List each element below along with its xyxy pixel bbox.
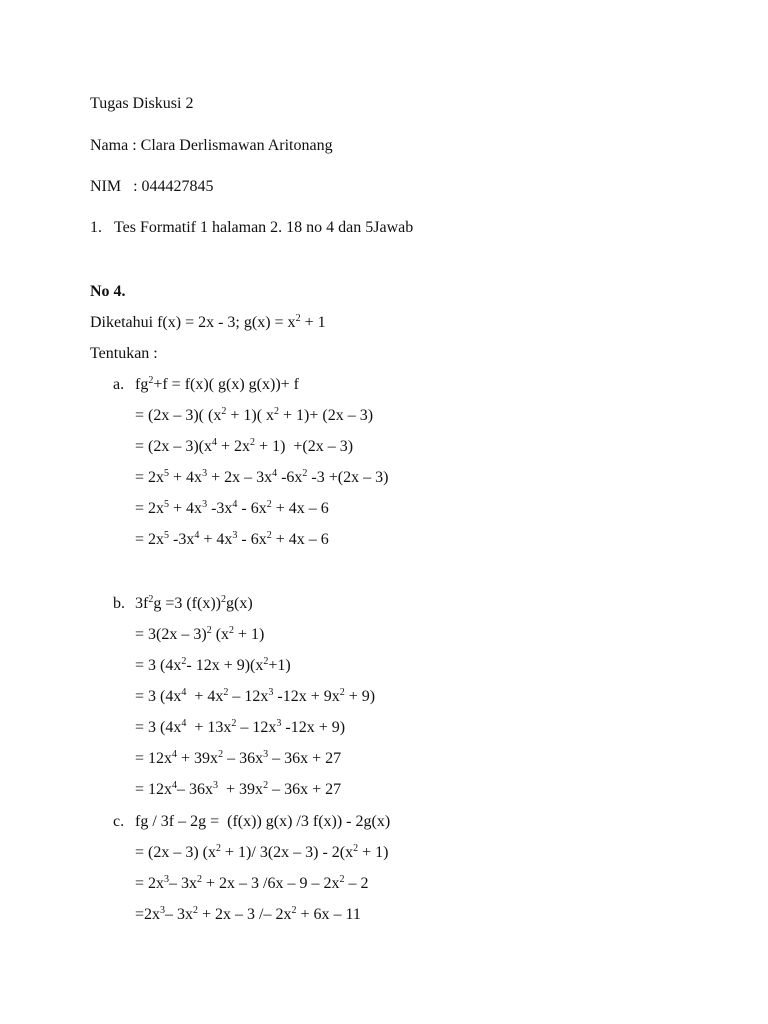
part-a-line (135, 437, 353, 457)
formula-text: + 9) (344, 688, 376, 705)
formula-text: + 4x (169, 469, 203, 486)
formula-text: – 36x (177, 781, 214, 798)
formula-text: -12x + 9) (281, 719, 346, 736)
exponent: 2 (291, 905, 297, 916)
exponent: 3 (263, 749, 269, 760)
formula-text: (x (211, 626, 230, 643)
formula-text: + 1)+ (2x – 3) (279, 407, 374, 424)
formula-text: = 12x (135, 781, 173, 798)
formula-text: – 3x (165, 906, 194, 923)
formula-text: – 36x (223, 750, 264, 767)
exponent: 4 (181, 718, 187, 729)
part-b-line (135, 687, 375, 707)
part-b-line (135, 749, 341, 769)
exponent: 2 (266, 530, 272, 541)
formula-text: g(x) (226, 595, 253, 612)
formula-text: + 13x (186, 719, 232, 736)
formula-text: + 2x – 3x (207, 469, 273, 486)
exponent: 2 (274, 406, 280, 417)
student-nim (90, 177, 214, 197)
formula-text: = (2x – 3) (x (135, 844, 217, 861)
problem-given: Diketahui f(x) = 2x - 3; $g(x) = x^2 + 1$ (90, 313, 326, 331)
exponent: 2 (148, 375, 154, 386)
document-title: Tugas Diskusi 2 (90, 95, 194, 112)
exponent: 2 (221, 594, 226, 605)
formula-text: + 6x – 11 (296, 906, 361, 923)
exponent: 5 (164, 468, 170, 479)
part-c-line (135, 843, 388, 863)
exponent: 4 (194, 530, 200, 541)
formula-text: +1) (268, 657, 291, 674)
formula-text: - 6x (237, 531, 267, 548)
formula-text: – 3x (169, 875, 198, 892)
formula-text: g =3 (f(x)) (153, 595, 221, 612)
part-a-line (135, 375, 299, 395)
formula-text: + 2x – 3 /– 2x (198, 906, 292, 923)
exponent: 3 (202, 499, 208, 510)
exponent: 2 (193, 905, 199, 916)
formula-text: – 12x (228, 688, 269, 705)
exponent: 2 (339, 874, 345, 885)
exponent: 4 (232, 499, 238, 510)
formula-text: - 6x (237, 500, 267, 517)
part-a-line (135, 468, 388, 488)
part-b-line (135, 625, 264, 645)
formula-text: = 3 (4x (135, 719, 182, 736)
formula-text: -3x (169, 531, 195, 548)
formula-text: fg / 3f – 2g = (f(x)) g(x) /3 f(x)) - 2g(x) (135, 813, 391, 830)
exponent: 5 (164, 499, 170, 510)
formula-text: – 36x + 27 (268, 781, 342, 798)
formula-text: – 36x + 27 (268, 750, 342, 767)
exponent: 2 (263, 656, 269, 667)
exponent: 2 (223, 687, 229, 698)
formula-text: + 2x – 3 /6x – 9 – 2x (202, 875, 340, 892)
formula-text: + 4x (169, 500, 203, 517)
formula-text: = 3(2x – 3) (135, 626, 207, 643)
formula-text: + 4x – 6 (271, 531, 329, 548)
formula-text: – 12x (236, 719, 277, 736)
formula-text: + 1)/ 3(2x – 3) - 2(x (221, 844, 354, 861)
task-number: 1. (90, 219, 102, 236)
student-name: Nama : Clara Derlismawan Aritonang (90, 137, 333, 154)
formula-text: -6x (277, 469, 303, 486)
exponent: 3 (202, 468, 208, 479)
exponent: 2 (197, 874, 203, 885)
formula-text: -3x (207, 500, 233, 517)
problem-instruction: Tentukan : (90, 345, 158, 362)
part-c-line (135, 905, 361, 925)
part-b-line (135, 718, 345, 738)
formula-text: =2x (135, 906, 161, 923)
part-b-line (135, 780, 341, 800)
exponent: 2 (221, 406, 227, 417)
exponent: 2 (302, 468, 308, 479)
part-a-label: a. (113, 376, 125, 393)
exponent: 2 (216, 843, 222, 854)
exponent: 2 (181, 656, 187, 667)
part-b-label: b. (113, 595, 125, 612)
formula-text: + 4x (186, 688, 224, 705)
exponent: 2 (229, 625, 235, 636)
exponent: 4 (272, 468, 278, 479)
exponent: 3 (160, 905, 166, 916)
part-a-line (135, 530, 329, 550)
part-c-line (135, 812, 390, 832)
exponent: 2 (218, 749, 224, 760)
exponent: 2 (148, 594, 154, 605)
exponent: 2 (250, 437, 256, 448)
exponent: 4 (212, 437, 218, 448)
formula-text: = 2x (135, 531, 165, 548)
exponent: 3 (164, 874, 170, 885)
formula-text: – 2 (344, 875, 369, 892)
part-c-label: c. (113, 813, 125, 830)
exponent: 3 (232, 530, 238, 541)
formula-text: = 2x (135, 875, 165, 892)
part-a-line (135, 406, 373, 426)
formula-text: = 2x (135, 469, 165, 486)
formula-text: + 39x (218, 781, 264, 798)
formula-text: +f = f(x)( g(x) g(x))+ f (153, 376, 300, 393)
nim-label: NIM (90, 178, 122, 195)
part-a-line (135, 499, 329, 519)
task-text: Tes Formatif 1 halaman 2. 18 no 4 dan 5Jawab (114, 219, 414, 236)
formula-text: + 2x (217, 438, 251, 455)
formula-text: + 4x (199, 531, 233, 548)
task-item (90, 218, 413, 238)
formula-text: -12x + 9x (273, 688, 340, 705)
formula-text: = (2x – 3)( (x (135, 407, 222, 424)
formula-text: + 4x – 6 (271, 500, 329, 517)
formula-text: = 12x (135, 750, 173, 767)
exponent: 2 (266, 499, 272, 510)
formula-text: - 12x + 9)(x (186, 657, 264, 674)
exponent: 4 (181, 687, 187, 698)
formula-text: + 1) (234, 626, 265, 643)
exponent: 2 (263, 780, 269, 791)
formula-text: = (2x – 3)(x (135, 438, 213, 455)
formula-text: + 39x (177, 750, 219, 767)
formula-text: + 1)( x (226, 407, 275, 424)
exponent: 3 (268, 687, 274, 698)
exponent: 3 (213, 780, 219, 791)
exponent: 2 (353, 843, 359, 854)
exponent: 3 (276, 718, 282, 729)
exponent: 4 (172, 749, 178, 760)
formula-text: + 1) (358, 844, 389, 861)
part-c-line (135, 874, 369, 894)
exponent: 2 (339, 687, 345, 698)
exponent: 2 (206, 625, 212, 636)
exponent: 5 (164, 530, 170, 541)
exponent: 4 (172, 780, 178, 791)
formula-text: 3f (135, 595, 149, 612)
formula-text: = 3 (4x (135, 688, 182, 705)
formula-text: -3 +(2x – 3) (307, 469, 389, 486)
formula-text: fg (135, 376, 149, 393)
exponent: 2 (231, 718, 237, 729)
formula-text: = 2x (135, 500, 165, 517)
problem-heading: No 4. (90, 283, 126, 300)
nim-value: : 044427845 (121, 178, 214, 195)
formula-text: + 1) +(2x – 3) (255, 438, 354, 455)
part-b-line (135, 594, 253, 614)
part-b-line (135, 656, 291, 676)
formula-text: = 3 (4x (135, 657, 182, 674)
